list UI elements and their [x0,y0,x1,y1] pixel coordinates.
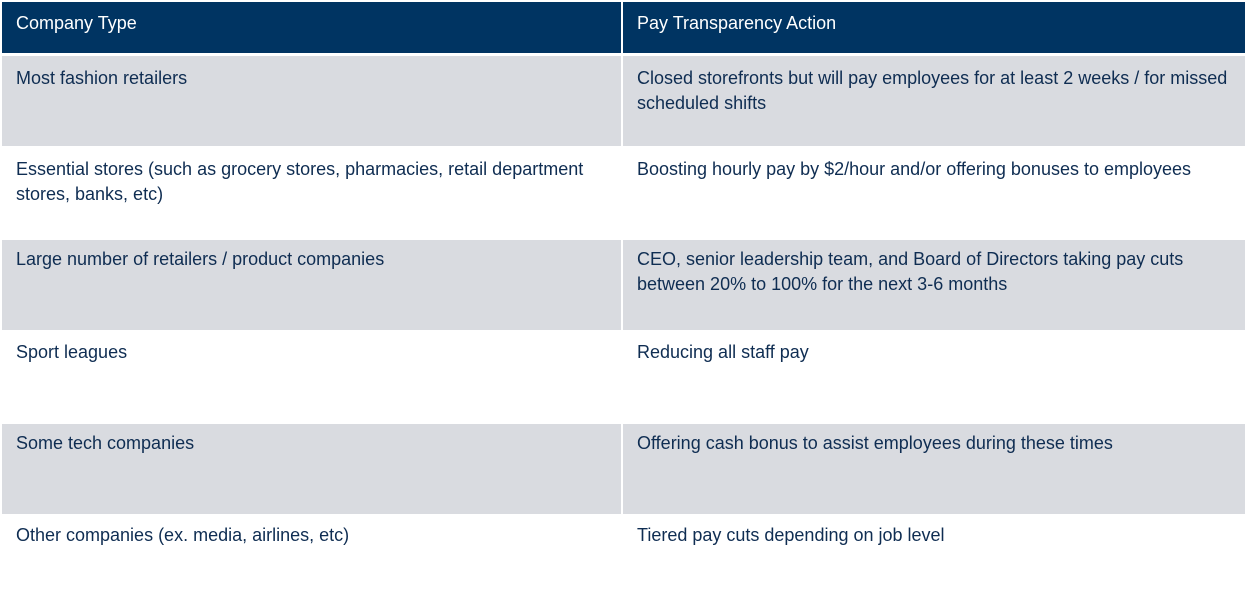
cell-action: CEO, senior leadership team, and Board of Directors taking pay cuts between 20% to 100% for the next 3-6 months [637,249,1184,294]
table-row [2,514,1245,606]
pay-transparency-table [2,2,1245,606]
table-row [2,330,1245,423]
cell-company-type: Some tech companies [2,424,623,514]
cell-action: Boosting hourly pay by $2/hour and/or offering bonuses to employees [637,159,1192,179]
cell-company-type: Sport leagues [2,331,623,423]
table-header-row [2,2,1245,55]
table-row [2,423,1245,514]
table-row [2,146,1245,239]
cell-company-type: Large number of retailers / product companies [2,240,623,330]
cell-action: Offering cash bonus to assist employees during these times [637,433,1113,453]
cell-action: Closed storefronts but will pay employees for at least 2 weeks / for missed scheduled shifts [637,68,1228,113]
cell-action: Reducing all staff pay [637,342,809,362]
header-pay-transparency-action: Pay Transparency Action [637,13,837,33]
cell-company-type: Essential stores (such as grocery stores, pharmacies, retail department stores, banks, etc) [2,147,623,239]
cell-action: Tiered pay cuts depending on job level [637,525,945,545]
header-company-type: Company Type [2,2,623,53]
cell-company-type: Most fashion retailers [2,56,623,146]
table-row [2,239,1245,330]
table-row [2,55,1245,146]
cell-company-type: Other companies (ex. media, airlines, etc) [2,515,623,606]
